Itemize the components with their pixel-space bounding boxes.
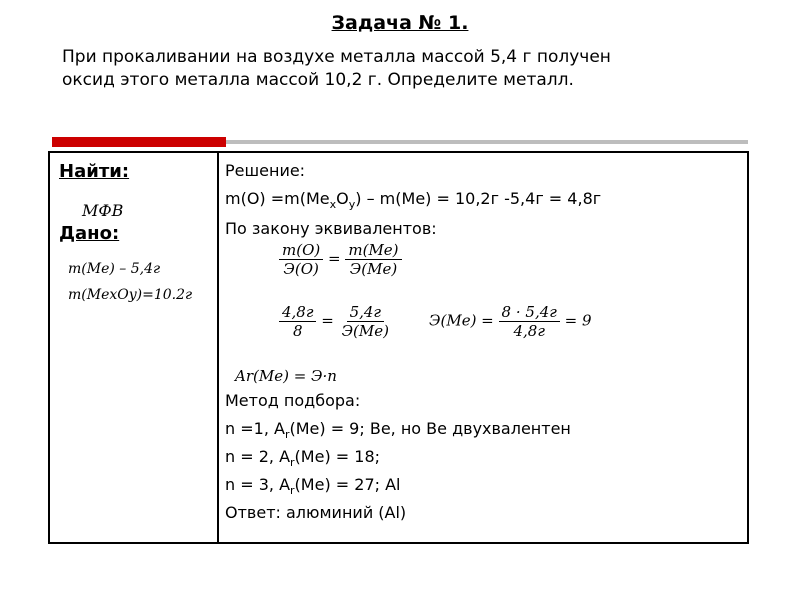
formula-equivalents-law: $\frac{m(O)}{Э(O)}$ = $\frac{m(Me)}{Э(Me)}$ bbox=[279, 241, 402, 278]
solution-label: Решение: bbox=[225, 161, 306, 180]
case-n1: n =1, $A_r(Me) = 9$; Be, но Be двухвалентен bbox=[225, 419, 571, 442]
given-label: Дано: bbox=[59, 223, 120, 244]
left-column bbox=[50, 153, 217, 542]
oxygen-mass-equation: $m(O) =m(Me_xO_y) - m(Me) = 10,2г$ -5,4г = 4,8г bbox=[225, 189, 602, 212]
accent-bar-red bbox=[52, 137, 226, 147]
given-mass-metal: m(Me) – 5,4г bbox=[68, 261, 161, 277]
case-n2: n = 2, $A_r(Me) = 18$; bbox=[225, 447, 381, 470]
problem-line-1: При прокаливании на воздухе металла массой 5,4 г получен bbox=[62, 47, 611, 67]
find-label: Найти: bbox=[59, 161, 130, 182]
equivalents-law-label: По закону эквивалентов: bbox=[225, 219, 437, 238]
answer: Ответ: алюминий (Al) bbox=[225, 503, 407, 522]
formula-equivalent-mass: Э(Me) = $\frac{8 \cdot 5,4г}{4,8г}$ = 9 bbox=[429, 303, 592, 340]
page-title: Задача № 1. bbox=[331, 12, 469, 34]
formula-substitution: $\frac{4,8г}{8}$ = $\frac{5,4г}{Э(Me)}$ bbox=[279, 303, 392, 340]
formula-atomic-mass: Ar(Me) = Э·n bbox=[235, 367, 337, 385]
case-n3: n = 3, $A_r(Me) = 27$; Al bbox=[225, 475, 401, 498]
method-label: Метод подбора: bbox=[225, 391, 361, 410]
given-mass-oxide: m(MexOy)=10.2г bbox=[68, 287, 193, 303]
problem-line-2: оксид этого металла массой 10,2 г. Определите металл. bbox=[62, 70, 574, 90]
find-value: МФВ bbox=[82, 201, 124, 220]
problem-statement bbox=[62, 46, 742, 92]
accent-bar-gray bbox=[226, 140, 748, 144]
right-column bbox=[219, 153, 747, 542]
solution-table bbox=[48, 151, 749, 544]
